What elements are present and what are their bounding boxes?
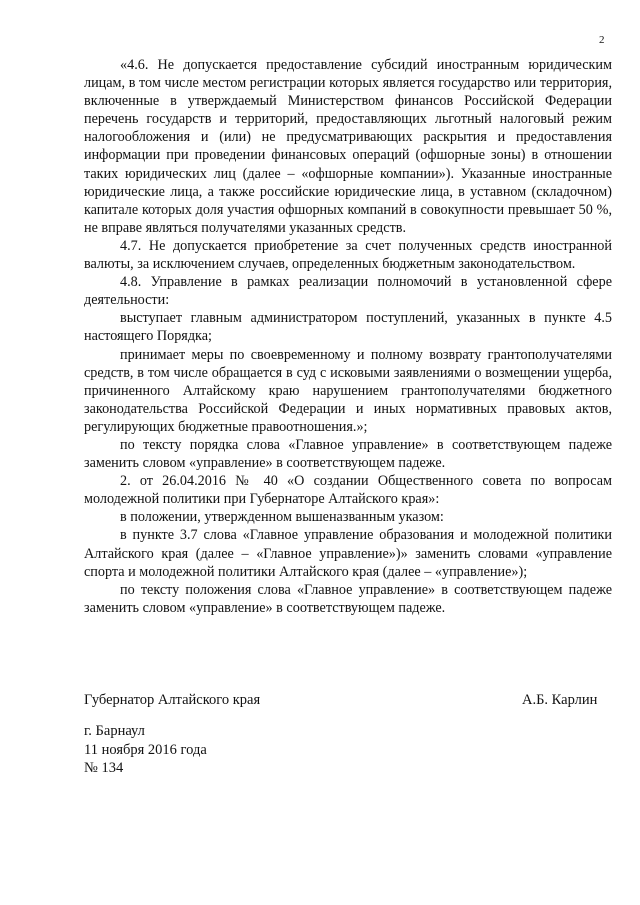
paragraph-replace-wording-order: по тексту порядка слова «Главное управление» в соответствующем падеже заменить словом «управление» в соответствующем падеже. — [84, 436, 612, 472]
paragraph-4-7: 4.7. Не допускается приобретение за счет полученных средств иностранной валюты, за исключением случаев, определенных бюджетным законодательством. — [84, 237, 612, 273]
decree-body — [84, 56, 612, 617]
signatory-title: Губернатор Алтайского края — [84, 692, 261, 708]
paragraph-administrator: выступает главным администратором поступлений, указанных в пункте 4.5 настоящего Порядка; — [84, 310, 612, 345]
paragraph-4-6: «4.6. Не допускается предоставление субсидий иностранным юридическим лицам, в том числе местом регистрации которых является государство или территория, включенные в утверждаемый Министерством финансов Российской Федерации перечень государств и территорий, предоставляющих льготный налоговый режим налогообложения и (или) не предусматривающих раскрытия и предоставления информации при проведении финансовых операций (офшорные зоны) в отношении таких юридических лиц (далее – «офшорные компании»). Указанные иностранные юридические лица, а также российские юридические лица, в уставном (складочном) капитале которых доля участия офшорных компаний в совокупности превышает 50 %, не вправе являться получателями указанных средств. — [84, 57, 612, 236]
paragraph-item-2: 2. от 26.04.2016 № 40 «О создании Общественного совета по вопросам молодежной политики при Губернаторе Алтайского края»: — [84, 473, 612, 508]
paragraph-replace-wording-regulation: по тексту положения слова «Главное управление» в соответствующем падеже заменить словом «управление» в соответствующем падеже. — [84, 581, 612, 616]
paragraph-refund-measures: принимает меры по своевременному и полному возврату грантополучателями средств, в том числе обращается в суд с исковыми заявлениями о возмещении ущерба, причиненного Алтайскому краю нарушением грантополучателями бюджетного законодательства Российской Федерации и иных нормативных правовых актов, регулирующих бюджетные правоотношения.»; — [84, 346, 612, 435]
issue-number: № 134 — [84, 760, 124, 776]
issue-details — [84, 722, 207, 778]
issue-city: г. Барнаул — [84, 723, 145, 739]
paragraph-4-8: 4.8. Управление в рамках реализации полномочий в установленной сфере деятельности: — [84, 274, 612, 309]
paragraph-regulation: в положении, утвержденном вышеназванным указом: — [120, 509, 444, 526]
page-number: 2 — [599, 34, 605, 46]
issue-date: 11 ноября 2016 года — [84, 741, 207, 758]
signatory-name: А.Б. Карлин — [522, 692, 598, 708]
paragraph-clause-3-7: в пункте 3.7 слова «Главное управление образования и молодежной политики Алтайского края (далее – «Главное управление»)» заменить словами «управление спорта и молодежной политики Алтайского края (далее – «управление»); — [84, 527, 612, 580]
